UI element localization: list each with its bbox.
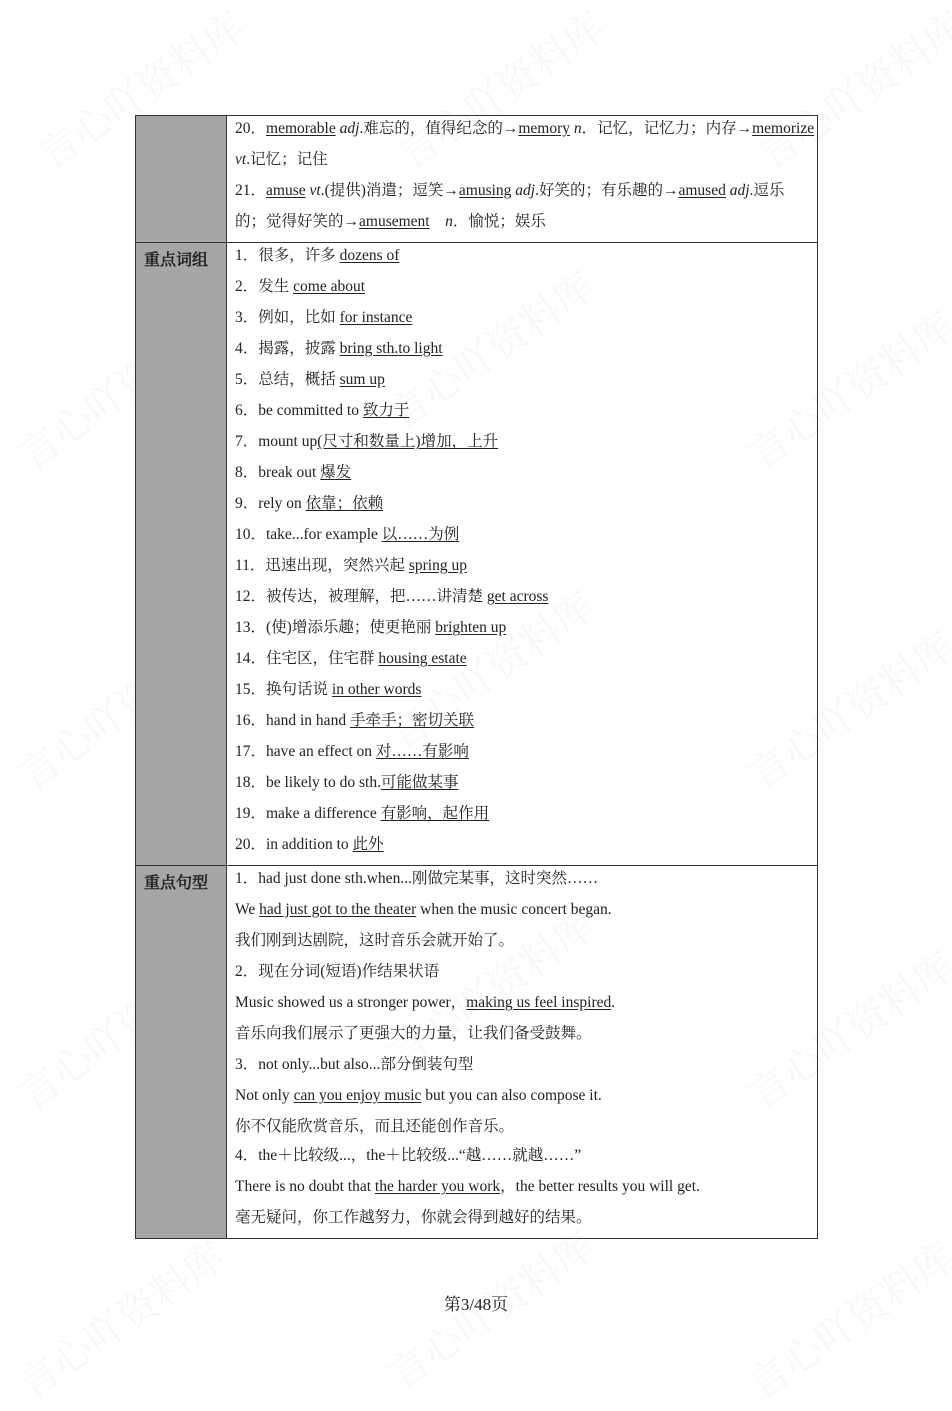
list-item (235, 1083, 817, 1114)
row-content (227, 116, 818, 243)
text-segment: 17．have an effect on (235, 743, 376, 760)
text-segment: 16．hand in hand (235, 712, 350, 729)
watermark (735, 1226, 952, 1410)
list-item (235, 491, 817, 522)
answer-text: 对……有影响 (375, 743, 469, 760)
list-item (235, 460, 817, 491)
list-item (235, 243, 817, 274)
list-item (235, 928, 817, 959)
answer-text: memory (518, 120, 570, 137)
text-segment: .逗乐 (749, 182, 785, 199)
text-segment: .好笑的；有乐趣的→ (535, 182, 679, 199)
text-segment: We (235, 901, 260, 918)
text-segment: 21． (235, 182, 267, 199)
text-segment: vt (309, 182, 321, 199)
answer-text: amusement (359, 213, 430, 230)
list-item (235, 801, 817, 832)
text-segment: n (573, 120, 582, 137)
text-segment: 18．be likely to do sth. (235, 774, 381, 791)
answer-text: get across (486, 588, 549, 605)
answer-text: 有影响，起作用 (380, 805, 490, 822)
summary-table (135, 115, 818, 1239)
table-row (136, 866, 818, 1239)
answer-text: spring up (408, 557, 467, 574)
answer-text: 爆发 (320, 464, 352, 481)
text-segment: 2．发生 (235, 278, 294, 295)
text-segment: There is no doubt that (235, 1178, 375, 1195)
text-segment: .记忆；记住 (246, 151, 328, 168)
text-segment: .(提供)消遣；逗笑→ (320, 182, 459, 199)
list-item (235, 897, 817, 928)
answer-text: sum up (339, 371, 385, 388)
text-segment: ．记忆，记忆力；内存→ (581, 120, 753, 137)
list-item (235, 832, 817, 863)
list-item (235, 646, 817, 677)
list-item (235, 990, 817, 1021)
watermark (5, 1226, 234, 1410)
text-segment: 20．in addition to (235, 836, 353, 853)
text-segment: 19．make a difference (235, 805, 381, 822)
text-segment: 我们刚到达剧院，这时音乐会就开始了。 (235, 932, 515, 949)
list-item (235, 959, 817, 990)
list-item (235, 1021, 817, 1052)
list-item (235, 1174, 817, 1205)
row-label: 重点句型 (136, 866, 227, 1239)
answer-text: amusing (458, 182, 512, 199)
list-item (235, 116, 817, 147)
text-segment: 9．rely on (235, 495, 306, 512)
text-segment: .难忘的，值得纪念的→ (359, 120, 519, 137)
list-item (235, 553, 817, 584)
text-segment: Not only (235, 1087, 294, 1104)
text-segment: adj (729, 182, 750, 199)
list-item (235, 178, 817, 209)
list-item (235, 429, 817, 460)
text-segment: 2．现在分词(短语)作结果状语 (235, 963, 440, 980)
text-segment: n (445, 213, 453, 230)
text-segment: 7．mount up (235, 433, 318, 450)
answer-text: 以……为例 (381, 526, 460, 543)
text-segment: . (611, 994, 616, 1011)
text-segment: ．愉悦；娱乐 (452, 213, 546, 230)
list-item (235, 677, 817, 708)
list-item (235, 336, 817, 367)
list-item (235, 398, 817, 429)
text-segment: 1．had just done sth.when...刚做完某事，这时突然…… (235, 870, 598, 887)
list-item (235, 367, 817, 398)
answer-text: in other words (331, 681, 422, 698)
text-segment: 15．换句话说 (235, 681, 332, 698)
answer-text: had just got to the theater (259, 901, 417, 918)
list-item (235, 522, 817, 553)
answer-text: 此外 (352, 836, 384, 853)
answer-text: (尺寸和数量上)增加，上升 (317, 433, 499, 450)
table-row (136, 243, 818, 866)
text-segment: 8．break out (235, 464, 321, 481)
text-segment: 10．take...for example (235, 526, 382, 543)
text-segment: 1．很多，许多 (235, 247, 340, 264)
answer-text: 依靠；依赖 (305, 495, 384, 512)
text-segment: 5．总结，概括 (235, 371, 340, 388)
answer-text: bring sth.to light (339, 340, 443, 357)
answer-text: come about (293, 278, 366, 295)
list-item (235, 708, 817, 739)
list-item (235, 274, 817, 305)
list-item (235, 305, 817, 336)
text-segment: Music showed us a stronger power， (235, 994, 467, 1011)
text-segment: ，the better results you will get. (500, 1178, 700, 1195)
answer-text: amuse (266, 182, 306, 199)
text-segment: 3．例如，比如 (235, 309, 340, 326)
list-item (235, 1205, 817, 1236)
list-item (235, 770, 817, 801)
answer-text: 手牵手；密切关联 (349, 712, 474, 729)
text-segment: 11．迅速出现，突然兴起 (235, 557, 409, 574)
text-segment: 4．the＋比较级...，the＋比较级...“越……就越……” (235, 1147, 582, 1164)
row-content (227, 866, 818, 1239)
answer-text: memorize (752, 120, 815, 137)
answer-text: memorable (266, 120, 336, 137)
text-segment: vt (235, 151, 247, 168)
list-item (235, 866, 817, 897)
text-segment: 4．揭露，披露 (235, 340, 340, 357)
answer-text: 可能做某事 (380, 774, 459, 791)
answer-text: the harder you work (374, 1178, 501, 1195)
answer-text: for instance (339, 309, 413, 326)
list-item (235, 1052, 817, 1083)
text-segment: 你不仅能欣赏音乐，而且还能创作音乐。 (235, 1118, 515, 1135)
answer-text: making us feel inspired (466, 994, 612, 1011)
row-label: 重点词组 (136, 243, 227, 866)
text-segment: 14．住宅区，住宅群 (235, 650, 379, 667)
text-segment: 毫无疑问，你工作越努力，你就会得到越好的结果。 (235, 1209, 592, 1226)
list-item (235, 615, 817, 646)
list-item (235, 1143, 817, 1174)
text-segment (430, 213, 446, 230)
list-item (235, 147, 817, 178)
row-content (227, 243, 818, 866)
page-number: 第3/48页 (443, 1295, 509, 1314)
text-segment: 的；觉得好笑的→ (235, 213, 360, 230)
text-segment: 6．be committed to (235, 402, 363, 419)
list-item (235, 209, 817, 240)
list-item (235, 1114, 817, 1143)
answer-text: housing estate (378, 650, 467, 667)
text-segment: 20． (235, 120, 267, 137)
row-label (136, 116, 227, 243)
list-item (235, 584, 817, 615)
text-segment: 13．(使)增添乐趣；使更艳丽 (235, 619, 436, 636)
text-segment: 3．not only...but also...部分倒装句型 (235, 1056, 474, 1073)
text-segment: but you can also compose it. (421, 1087, 602, 1104)
answer-text: amused (678, 182, 726, 199)
answer-text: dozens of (339, 247, 400, 264)
answer-text: 致力于 (362, 402, 410, 419)
table-row (136, 116, 818, 243)
text-segment: when the music concert began. (416, 901, 612, 918)
text-segment: 12．被传达，被理解，把……讲清楚 (235, 588, 487, 605)
answer-text: brighten up (435, 619, 507, 636)
text-segment: adj (339, 120, 360, 137)
answer-text: can you enjoy music (293, 1087, 422, 1104)
list-item (235, 739, 817, 770)
text-segment: 音乐向我们展示了更强大的力量，让我们备受鼓舞。 (235, 1025, 592, 1042)
text-segment: adj (515, 182, 536, 199)
